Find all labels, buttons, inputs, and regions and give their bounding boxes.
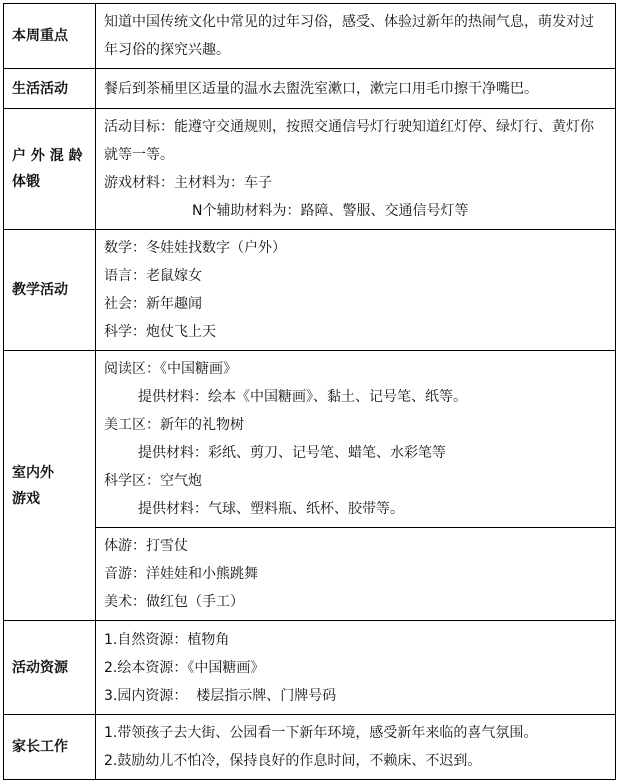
- label-outdoor-exercise: [4, 109, 96, 230]
- label-life-activity: 生活活动: [4, 69, 96, 109]
- cell-games-other: [96, 528, 616, 621]
- reading-area: 阅读区：《中国糖画》: [104, 361, 237, 377]
- reading-materials: 提供材料：绘本《中国糖画》、黏土、记号笔、纸等。: [138, 389, 467, 405]
- music-game: 音游：洋娃娃和小熊跳舞: [104, 566, 258, 582]
- cell-teaching: [96, 230, 616, 351]
- resource-item: 1.自然资源：植物角: [104, 631, 230, 648]
- label-resources: 活动资源: [4, 621, 96, 715]
- teaching-item: 数学：冬娃娃找数字（户外）: [104, 240, 286, 256]
- cell-resources: [96, 621, 616, 715]
- label-outdoor-line2: 体锻: [12, 174, 40, 190]
- row-outdoor-exercise: [4, 109, 616, 230]
- craft-activity: 美术：做红包（手工）: [104, 594, 244, 610]
- weekly-focus-text: 知道中国传统文化中常见的过年习俗，感受、体验过新年的热闹气息，萌发对过年习俗的探究兴趣。: [104, 14, 594, 58]
- weekly-plan-table: [3, 3, 616, 780]
- teaching-item: 社会：新年趣闻: [104, 296, 202, 312]
- art-area: 美工区：新年的礼物树: [104, 417, 244, 433]
- label-games-line2: 游戏: [12, 490, 40, 507]
- science-area: 科学区：空气炮: [104, 473, 202, 489]
- label-weekly-focus: 本周重点: [4, 4, 96, 69]
- row-teaching: [4, 230, 616, 351]
- cell-parents: [96, 715, 616, 780]
- label-teaching: 教学活动: [4, 230, 96, 351]
- row-parents: [4, 715, 616, 780]
- pe-game: 体游：打雪仗: [104, 538, 188, 554]
- cell-outdoor-exercise: [96, 109, 616, 230]
- outdoor-materials-aux: N个辅助材料为：路障、警服、交通信号灯等: [192, 203, 469, 219]
- resource-item: 3.园内资源： 楼层指示牌、门牌号码: [104, 687, 337, 704]
- outdoor-materials-main: 游戏材料：主材料为：车子: [104, 175, 272, 191]
- parent-item: 1.带领孩子去大街、公园看一下新年环境，感受新年来临的喜气氛围。: [104, 725, 538, 741]
- label-games: [4, 351, 96, 621]
- row-life-activity: [4, 69, 616, 109]
- teaching-item: 语言：老鼠嫁女: [104, 268, 202, 284]
- row-games-indoor: [4, 351, 616, 528]
- label-outdoor-line1: 户 外 混 龄: [12, 148, 83, 164]
- cell-life-activity: [96, 69, 616, 109]
- parent-item: 2.鼓励幼儿不怕冷，保持良好的作息时间，不赖床、不迟到。: [104, 753, 482, 769]
- teaching-item: 科学：炮仗飞上天: [104, 324, 216, 340]
- resource-item: 2.绘本资源：《中国糖画》: [104, 659, 265, 676]
- outdoor-goal: 活动目标：能遵守交通规则，按照交通信号灯行驶知道红灯停、绿灯行、黄灯你就等一等。: [104, 119, 594, 163]
- label-games-line1: 室内外: [12, 464, 54, 481]
- row-weekly-focus: [4, 4, 616, 69]
- science-materials: 提供材料：气球、塑料瓶、纸杯、胶带等。: [138, 501, 404, 517]
- life-activity-text: 餐后到茶桶里区适量的温水去盥洗室漱口，漱完口用毛巾擦干净嘴巴。: [104, 80, 538, 97]
- cell-games-areas: [96, 351, 616, 528]
- row-games-other: [4, 528, 616, 621]
- label-parents: 家长工作: [4, 715, 96, 780]
- cell-weekly-focus: [96, 4, 616, 69]
- row-resources: [4, 621, 616, 715]
- art-materials: 提供材料：彩纸、剪刀、记号笔、蜡笔、水彩笔等: [138, 445, 446, 461]
